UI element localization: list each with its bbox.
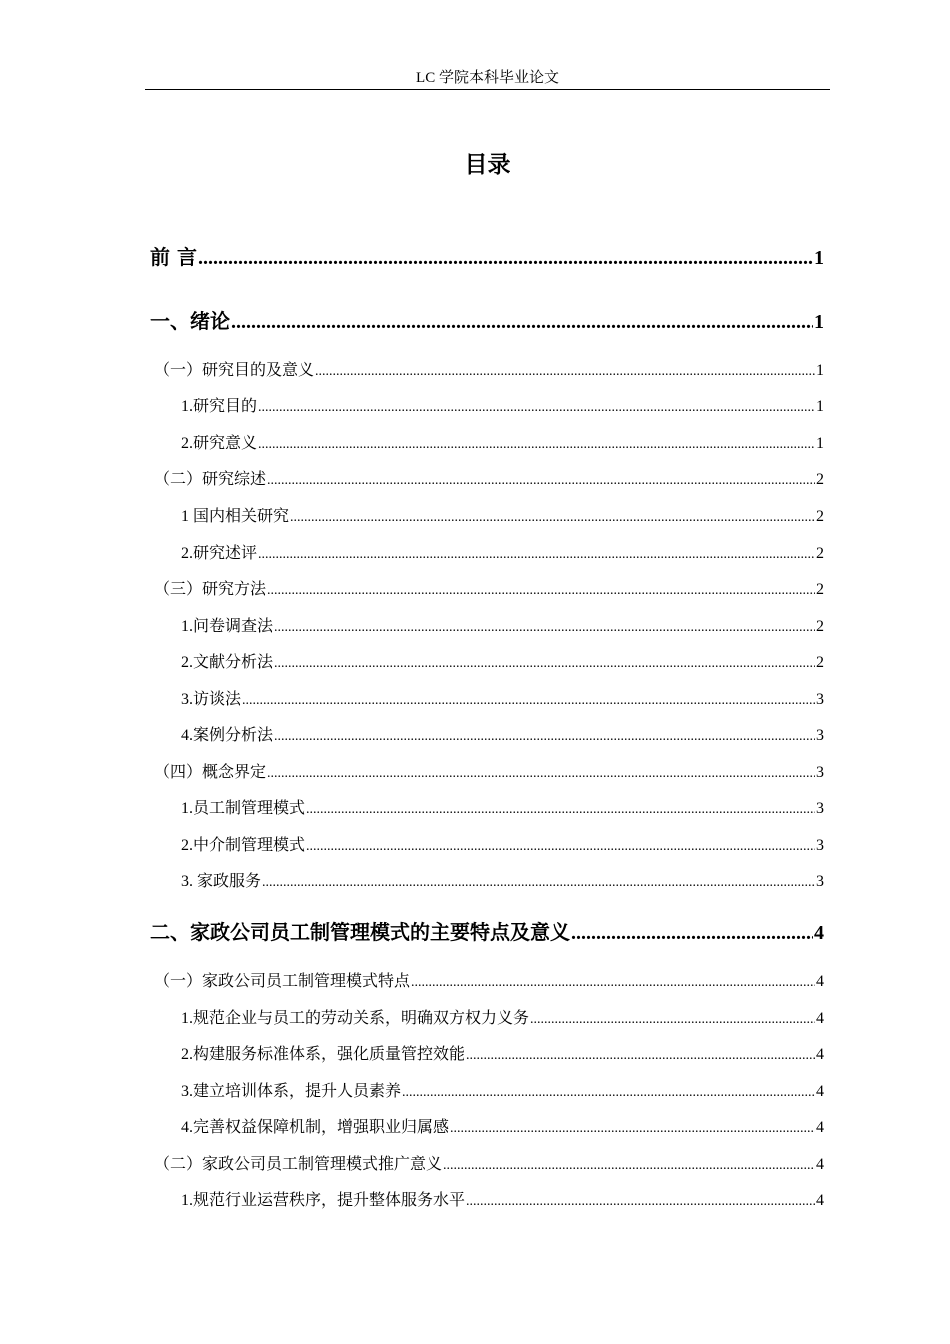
running-header: LC 学院本科毕业论文 bbox=[416, 70, 559, 86]
toc-page-number: 4 bbox=[816, 1119, 824, 1136]
toc-page-number: 3 bbox=[816, 800, 824, 817]
toc-leader-dots bbox=[274, 729, 815, 745]
toc-page-number: 1 bbox=[814, 311, 824, 333]
toc-leader-dots bbox=[315, 364, 815, 380]
toc-page-number: 2 bbox=[816, 545, 824, 562]
toc-entry[interactable] bbox=[154, 466, 824, 489]
toc-page-number: 1 bbox=[816, 398, 824, 415]
toc-page-number: 2 bbox=[816, 654, 824, 671]
toc-entry-label: 1 国内相关研究 bbox=[181, 508, 290, 525]
toc-leader-dots bbox=[411, 975, 815, 991]
toc-leader-dots bbox=[466, 1194, 815, 1210]
toc-leader-dots bbox=[443, 1158, 815, 1174]
toc-entry-label: 1.员工制管理模式 bbox=[181, 800, 306, 817]
toc-entry[interactable] bbox=[154, 357, 824, 380]
toc-page-number: 1 bbox=[816, 362, 824, 379]
toc-entry-label: 前 言 bbox=[150, 245, 197, 269]
toc-leader-dots bbox=[450, 1121, 815, 1137]
toc-entry[interactable] bbox=[181, 503, 824, 526]
toc-entry[interactable] bbox=[181, 832, 824, 855]
toc-page-number: 4 bbox=[816, 1083, 824, 1100]
toc-entry-label: （一）家政公司员工制管理模式特点 bbox=[154, 973, 411, 990]
toc-entry[interactable] bbox=[154, 759, 824, 782]
table-of-contents bbox=[150, 0, 824, 1344]
toc-leader-dots bbox=[262, 875, 815, 891]
toc-entry-label: 2.中介制管理模式 bbox=[181, 837, 306, 854]
toc-page-number: 2 bbox=[816, 508, 824, 525]
toc-entry-label: 4.案例分析法 bbox=[181, 727, 274, 744]
toc-page-number: 4 bbox=[816, 973, 824, 990]
toc-entry-label: （二）研究综述 bbox=[154, 471, 267, 488]
toc-entry-label: 3.建立培训体系，提升人员素养 bbox=[181, 1083, 402, 1100]
toc-page-number: 3 bbox=[816, 727, 824, 744]
toc-page-number: 4 bbox=[816, 1156, 824, 1173]
toc-entry[interactable] bbox=[154, 576, 824, 599]
toc-leader-dots bbox=[290, 510, 815, 526]
toc-entry[interactable] bbox=[181, 540, 824, 563]
toc-entry[interactable] bbox=[181, 430, 824, 453]
toc-leader-dots bbox=[274, 620, 815, 636]
toc-entry[interactable] bbox=[181, 686, 824, 709]
toc-leader-dots bbox=[198, 247, 813, 270]
toc-page-number: 2 bbox=[816, 618, 824, 635]
toc-entry[interactable] bbox=[150, 241, 824, 270]
toc-page-number: 3 bbox=[816, 764, 824, 781]
toc-leader-dots bbox=[258, 547, 815, 563]
toc-page-number: 1 bbox=[814, 247, 824, 269]
toc-page-number: 1 bbox=[816, 435, 824, 452]
toc-page-number: 4 bbox=[816, 1192, 824, 1209]
toc-entry-label: 2.研究意义 bbox=[181, 435, 258, 452]
toc-leader-dots bbox=[242, 693, 815, 709]
toc-page-number: 4 bbox=[816, 1010, 824, 1027]
toc-entry[interactable] bbox=[181, 1114, 824, 1137]
toc-page-number: 4 bbox=[816, 1046, 824, 1063]
toc-leader-dots bbox=[571, 922, 813, 945]
toc-entry-label: 1.问卷调查法 bbox=[181, 618, 274, 635]
toc-entry[interactable] bbox=[150, 305, 824, 334]
toc-entry-label: 1.研究目的 bbox=[181, 398, 258, 415]
toc-entry-label: （二）家政公司员工制管理模式推广意义 bbox=[154, 1156, 443, 1173]
toc-page-number: 2 bbox=[816, 581, 824, 598]
toc-leader-dots bbox=[258, 400, 815, 416]
toc-entry[interactable] bbox=[181, 649, 824, 672]
toc-entry-label: （一）研究目的及意义 bbox=[154, 362, 315, 379]
toc-entry-label: 3. 家政服务 bbox=[181, 873, 262, 890]
toc-entry[interactable] bbox=[181, 1041, 824, 1064]
toc-entry[interactable] bbox=[154, 968, 824, 991]
toc-entry[interactable] bbox=[181, 613, 824, 636]
toc-leader-dots bbox=[306, 802, 815, 818]
toc-entry-label: 4.完善权益保障机制，增强职业归属感 bbox=[181, 1119, 450, 1136]
toc-page-number: 4 bbox=[814, 922, 824, 944]
toc-entry-label: 2.构建服务标准体系，强化质量管控效能 bbox=[181, 1046, 466, 1063]
toc-entry-label: （三）研究方法 bbox=[154, 581, 267, 598]
toc-leader-dots bbox=[231, 311, 813, 334]
toc-entry-label: 2.文献分析法 bbox=[181, 654, 274, 671]
toc-entry[interactable] bbox=[181, 1187, 824, 1210]
toc-page-number: 3 bbox=[816, 873, 824, 890]
toc-entry[interactable] bbox=[181, 722, 824, 745]
toc-entry-label: 3.访谈法 bbox=[181, 691, 242, 708]
toc-leader-dots bbox=[274, 656, 815, 672]
toc-leader-dots bbox=[306, 839, 815, 855]
toc-entry[interactable] bbox=[181, 795, 824, 818]
toc-page-number: 3 bbox=[816, 691, 824, 708]
toc-entry[interactable] bbox=[181, 1078, 824, 1101]
toc-leader-dots bbox=[466, 1048, 815, 1064]
toc-entry-label: 1.规范行业运营秩序，提升整体服务水平 bbox=[181, 1192, 466, 1209]
toc-leader-dots bbox=[267, 766, 815, 782]
toc-entry-label: 2.研究述评 bbox=[181, 545, 258, 562]
toc-entry[interactable] bbox=[154, 1151, 824, 1174]
toc-entry[interactable] bbox=[150, 916, 824, 945]
toc-leader-dots bbox=[267, 583, 815, 599]
toc-leader-dots bbox=[530, 1012, 815, 1028]
toc-leader-dots bbox=[402, 1085, 815, 1101]
toc-entry-label: （四）概念界定 bbox=[154, 764, 267, 781]
page-title: 目录 bbox=[464, 152, 511, 178]
toc-leader-dots bbox=[267, 473, 815, 489]
toc-leader-dots bbox=[258, 437, 815, 453]
toc-entry-label: 1.规范企业与员工的劳动关系，明确双方权力义务 bbox=[181, 1010, 530, 1027]
toc-entry[interactable] bbox=[181, 868, 824, 891]
toc-page-number: 2 bbox=[816, 471, 824, 488]
toc-entry[interactable] bbox=[181, 393, 824, 416]
toc-entry[interactable] bbox=[181, 1005, 824, 1028]
toc-page-number: 3 bbox=[816, 837, 824, 854]
toc-entry-label: 二、家政公司员工制管理模式的主要特点及意义 bbox=[150, 920, 570, 944]
toc-entry-label: 一、绪论 bbox=[150, 309, 230, 333]
